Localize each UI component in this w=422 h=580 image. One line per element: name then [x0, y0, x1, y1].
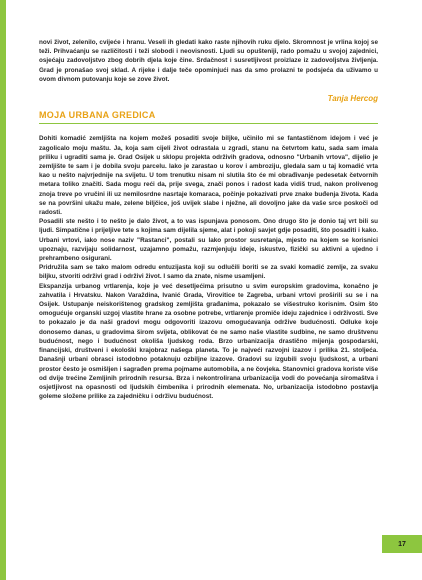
page-number-badge [382, 535, 422, 553]
page-body [39, 38, 378, 401]
author-signature: Tanja Hercog [327, 94, 378, 104]
body-paragraph: Pridružila sam se tako malom odredu entuzijasta koji su odlučili boriti se za svaki komadić zemlje, za svaku biljku, stvoriti održivi grad i održivi život. I samo da znate, nisme usamljeni. [39, 264, 378, 281]
left-accent-bar [0, 0, 6, 580]
body-paragraph: Posadili ste nešto i to nešto je dalo život, a to vas ispunjava ponosom. Ono drugo što je donio taj vrt bili su ljudi. Simpatične i prijeljive tete s kojima sam dijelila sjeme, alat i pokoji savjet gdje posaditi, što posaditi i kako. Urbani vrtovi, iako nose naziv "Rastanci", postali su lako prostor susretanja, mjesto na kojem se korisnici upoznaju, razvijaju solidarnost, uzajamno pomažu, razmjenjuju ideje, iskustvo, fizički su aktivni a ujedno i prehrambeno osigurani. [39, 218, 378, 263]
body-paragraph: Dohiti komadić zemljišta na kojem možeš posaditi svoje biljke, učinilo mi se fantastičnom idejom i već je zagolicalo moju maštu. Ja, koja sam cijeli život odrastala u zgradi, stanu na četvrtom katu, sada sam imala priliku i ugraditi sama je. Grad Osijek u sklopu projekta održivih gradova, odnosno "Urbanih vrtova", dijelio je zemljište te sam i je dobila svoju parcelu. Iako je zarastao u korov i ambroziju, gledala sam u taj komadić vrta kao u nešto najvrjednije na svijetu. U tom trenutku nisam ni slutila što će mi obrađivanje pedesetak četvornih metara toliko značiti. Sada mogu reći da, prije svega, znači ponos i radost kada vidiš trud, nakon prolivenog znoja treve po vručini ili uz nemilosrdne nasrtaje komaraca, počinje pokazivati prve znake buđenja života. Kada se na površini ukažu male, zelene biljčice, još uvijek slabe i nježne, ali dovoljno jake da vaše srce poskoči od radosti. [39, 135, 378, 217]
body-paragraph: Ekspanzija urbanog vrtlarenja, koje je već desetljećima prisutno u svim europskim gradovima, konačno je zahvatila i Hrvatsku. Nakon Varaždina, Ivanić Grada, Virovitice te Zagreba, urbani vrtovi proširili su se i na Osijek. Ustupanje neiskorištenog gradskog zemljišta građanima, pokazalo se višestruko korisnim. Osim što omogućuje organski uzgoj vlastite hrane za osobne potrebe, vrtlarenje promiče ideju zajednice i održivosti. Sve to pokazalo je da naši gradovi mogu odgovoriti izazovu omogućavanja održive budućnosti. Odluke koje donosemo danas, u gradovima širom svijeta, oblikovat će ne samo naše vlastite sudbine, ne samo društvenu budućnost, nego i budućnost okoliša ljudskog roda. Brzo urbanizacija drastično mijenja gospodarski, financijski, društveni i ekološki krajobraz našega planeta. To je najveći razvojni izazov i prilika 21. stoljeća. Današnji urbani obrasci istodobno potaknuju ozbiljne izazove. Gradovi su izgubili svoju ljudskost, a urbani prostor često je osmišljen i sagrađen prema pojmame automobila, a ne čovjeka. Stanovnici gradova koriste više od dvije trećine Zemljinih prirodnih resursa. Brza i nekontrolirana urbanizacija vodi do povećanja siromaštva i osjetljivost na opasnosti od ljudskih čimbenika i prirodnih elemenata. No, urbanizacija istodobno postavlja goleme složene prilike za zajedničku i održivu budućnost. [39, 282, 378, 401]
heading-underline [39, 123, 378, 124]
intro-paragraph: novi život, zelenilo, cvijeće i hranu. Veseli ih gledati kako raste njihovih ruku djelo. Skromnost je vrlina kojoj se teži. Prihvaćanju se različitosti i teži slobodi i neovisnosti. Ljudi su opušteniji, rado pomažu u svojoj zajednici, osjećaju zadovoljstvo zbog dobrih djela koje čine. Srdačnost i susretljivost proizlaze iz zadovoljstva življenja. Grad je pronašao svoj sklad. A rijeke i dalje teče opominjući nas da smo prolazni te podsjeća da uživamo u ovom divnom putovanju koje se zove život. [39, 39, 378, 83]
section-title: MOJA URBANA GREDICA [39, 110, 156, 121]
page-number: 17 [398, 540, 406, 548]
